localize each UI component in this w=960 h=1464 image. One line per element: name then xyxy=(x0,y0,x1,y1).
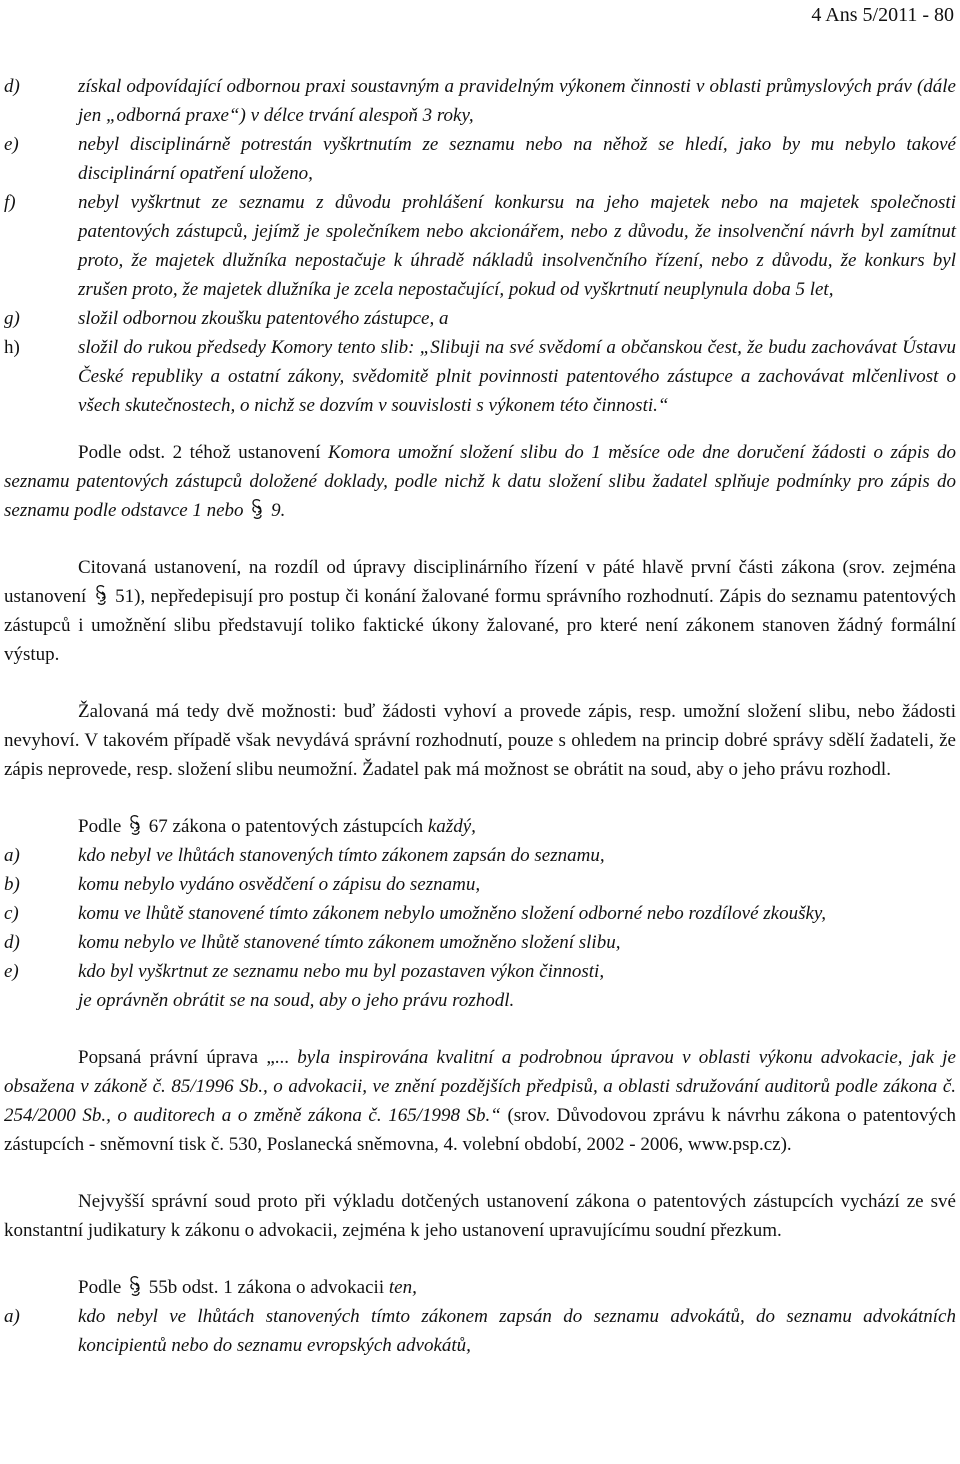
list-marker: c) xyxy=(4,903,19,924)
list-marker: f) xyxy=(4,192,16,213)
section-sign-icon xyxy=(128,1275,142,1297)
document-body xyxy=(4,72,956,1360)
list-item-text: komu nebylo vydáno osvědčení o zápisu do seznamu, xyxy=(78,874,481,895)
conditions-list xyxy=(4,72,956,420)
list-item-text: kdo nebyl ve lhůtách stanovených tímto zákonem zapsán do seznamu, xyxy=(78,845,605,866)
list-item xyxy=(4,870,956,899)
list-marker: e) xyxy=(4,134,19,155)
text-run: Popsaná právní úprava „... xyxy=(78,1047,298,1068)
list-item xyxy=(4,957,956,986)
section-sign-icon xyxy=(128,814,142,836)
text-run: (srov. Důvodovou zprávu k návrhu zákona o patentových zástupcích - sněmovní tisk č. 530, Poslanecká sněmovna, 4. volební období, 2002 - 2006, www.psp.cz). xyxy=(4,1105,956,1155)
court-review-list xyxy=(4,841,956,1015)
list-marker: d) xyxy=(4,76,20,97)
list-item-text: komu ve lhůtě stanovené tímto zákonem nebylo umožněno složení odborné nebo rozdílové zkoušky, xyxy=(78,903,827,924)
paragraph-zalovana-moznosti: Žalovaná má tedy dvě možnosti: buď žádosti vyhoví a provede zápis, resp. umožní složení slibu, nebo žádosti nevyhoví. V takovém případě však nevydává správní rozhodnutí, pouze s ohledem na princip dobré správy sdělí žadateli, že zápis neprovede, resp. složení slibu neumožní. Žadatel pak má možnost se obrátit na soud, aby o jeho právu rozhodl. xyxy=(4,701,956,780)
paragraph-podle-55b xyxy=(4,1273,956,1302)
paragraph-citovana-ustanoveni xyxy=(4,553,956,669)
text-run: Podle xyxy=(78,816,127,837)
text-run-italic: každý, xyxy=(427,816,476,837)
section-sign-icon xyxy=(250,498,264,520)
list-item xyxy=(4,130,956,188)
list-marker: b) xyxy=(4,874,20,895)
text-run: 55b odst. 1 zákona o advokacii xyxy=(144,1277,389,1298)
list-item xyxy=(4,188,956,304)
list-item-text: komu nebylo ve lhůtě stanovené tímto zákonem umožněno složení slibu, xyxy=(78,932,621,953)
text-run-italic: 9. xyxy=(266,500,286,521)
list-item xyxy=(4,333,956,420)
list-item xyxy=(4,899,956,928)
list-item xyxy=(4,1302,956,1360)
list-item-text: kdo byl vyškrtnut ze seznamu nebo mu byl pozastaven výkon činnosti, xyxy=(78,961,605,982)
text-run: 67 zákona o patentových zástupcích xyxy=(144,816,428,837)
list-item-text: kdo nebyl ve lhůtách stanovených tímto zákonem zapsán do seznamu advokátů, do seznamu advokátních koncipientů nebo do seznamu evropských advokátů, xyxy=(78,1306,956,1356)
text-run-italic: byla inspirována kvalitní a podrobnou úpravou v oblasti výkonu advokacie, jak je obsažena v zákoně č. 85/1996 Sb., o advokacii, ve znění pozdějších předpisů, a oblasti sdružování auditorů podle zákona č. 254/2000 Sb., o auditorech a o změně zákona č. 165/1998 Sb.“ xyxy=(4,1047,956,1126)
paragraph-podle-67 xyxy=(4,812,956,841)
list-marker: a) xyxy=(4,1306,20,1327)
case-reference: 4 Ans 5/2011 - 80 xyxy=(811,4,954,26)
list-marker: e) xyxy=(4,961,19,982)
list-item-text: složil odbornou zkoušku patentového zástupce, a xyxy=(78,308,449,329)
paragraph-popsana-uprava xyxy=(4,1043,956,1159)
list-marker: a) xyxy=(4,845,20,866)
text-run: Podle odst. 2 téhož ustanovení xyxy=(78,442,328,463)
text-run: 51), nepředepisují pro postup či konání žalované formu správního rozhodnutí. Zápis do seznamu patentových zástupců i umožnění slibu představují toliko faktické úkony žalované, pro které není zákonem stanoven žádný formální výstup. xyxy=(4,586,956,665)
text-run-italic: ten, xyxy=(388,1277,417,1298)
list-item xyxy=(4,72,956,130)
list-marker: g) xyxy=(4,308,20,329)
list-item-text: složil do rukou předsedy Komory tento slib: „Slibuji na své svědomí a občanskou čest, že budu zachovávat Ústavu České republiky a ostatní zákony, svědomitě plnit povinnosti patentového zástupce a zachovávat mlčenlivost o všech skutečnostech, o nichž se dozvím v souvislosti s výkonem této činnosti.“ xyxy=(78,337,956,416)
text-run: Citovaná ustanovení, na rozdíl od úpravy disciplinárního řízení v páté hlavě první části zákona (srov. zejména ustanovení xyxy=(4,557,956,607)
list-item xyxy=(4,841,956,870)
list-item-text: nebyl vyškrtnut ze seznamu z důvodu prohlášení konkursu na jeho majetek nebo na majetek společnosti patentových zástupců, jejímž je společníkem nebo akcionářem, nebo z důvodu, že insolvenční návrh byl zamítnut proto, že majetek dlužníka nepostačuje k úhradě nákladů insolvenčního řízení, nebo z důvodu, že konkurs byl zrušen proto, že majetek dlužníka je zcela nepostačující, pokud od vyškrtnutí neuplynula doba 5 let, xyxy=(78,192,956,300)
list-item xyxy=(4,304,956,333)
list-marker: d) xyxy=(4,932,20,953)
advocacy-list xyxy=(4,1302,956,1360)
list-marker: h) xyxy=(4,337,20,358)
text-run-italic: Komora umožní složení slibu do 1 měsíce ode dne doručení žádosti o zápis do seznamu patentových zástupců doložené doklady, podle nichž k datu složení slibu žadatel splňuje podmínky pro zápis do seznamu podle odstavce 1 nebo xyxy=(4,442,956,521)
paragraph-komora-slib xyxy=(4,438,956,525)
list-continuation: je oprávněn obrátit se na soud, aby o jeho právu rozhodl. xyxy=(78,990,515,1011)
list-item xyxy=(4,928,956,957)
list-item-text: získal odpovídající odbornou praxi soustavným a pravidelným výkonem činnosti v oblasti průmyslových práv (dále jen „odborná praxe“) v délce trvání alespoň 3 roky, xyxy=(78,76,956,126)
list-item-text: nebyl disciplinárně potrestán vyškrtnutím ze seznamu nebo na něhož se hledí, jako by mu nebylo takové disciplinární opatření uloženo, xyxy=(78,134,956,184)
section-sign-icon xyxy=(94,584,108,606)
text-run: Podle xyxy=(78,1277,127,1298)
paragraph-nss-vyklad: Nejvyšší správní soud proto při výkladu dotčených ustanovení zákona o patentových zástupcích vychází ze své konstantní judikatury k zákonu o advokacii, zejména k jeho ustanovení upravujícímu soudní přezkum. xyxy=(4,1191,956,1241)
